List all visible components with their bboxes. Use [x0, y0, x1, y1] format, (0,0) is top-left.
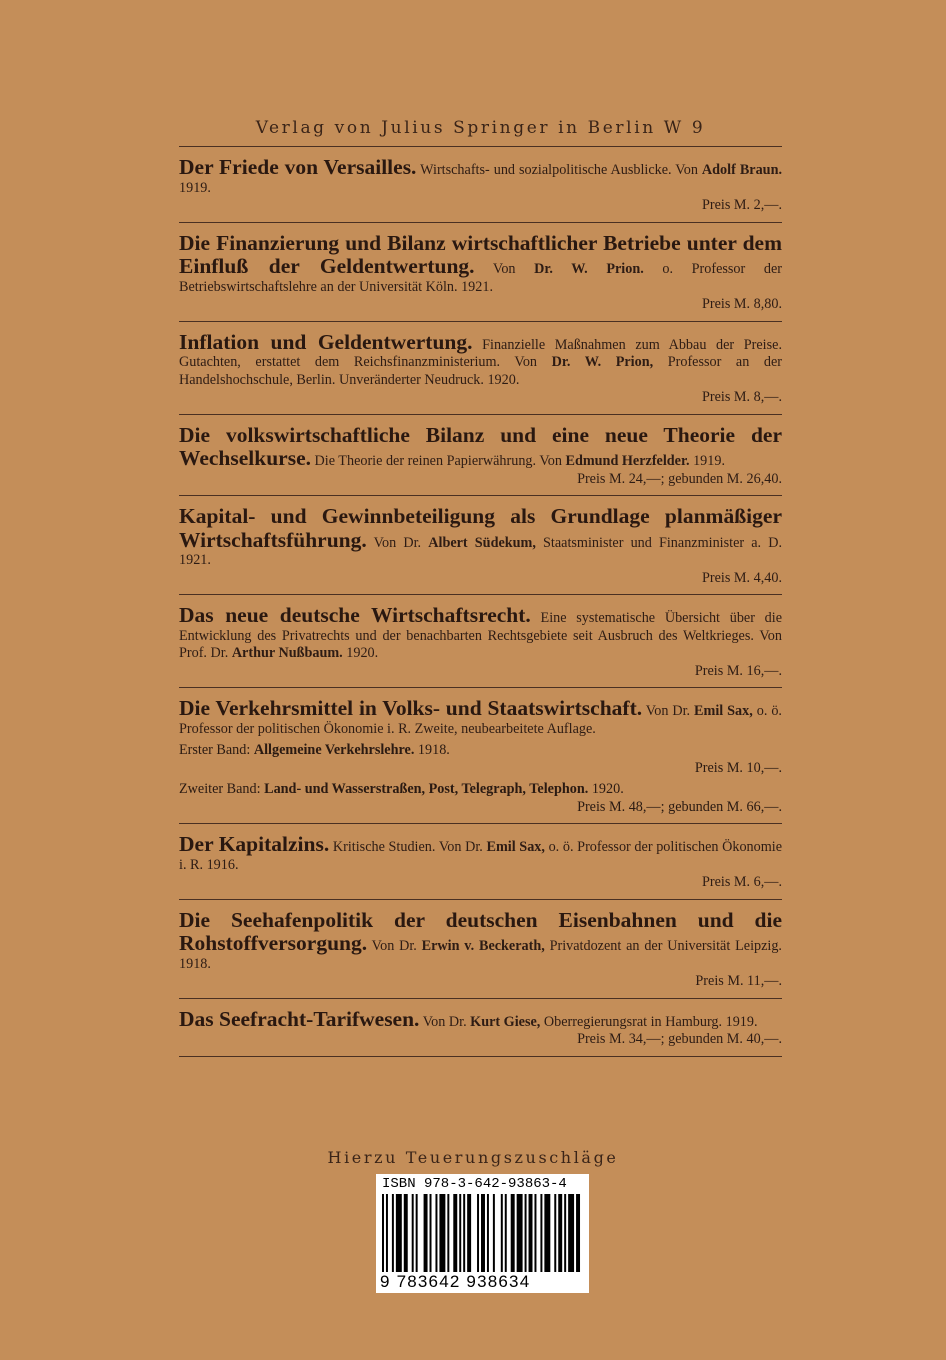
book-description: Kritische Studien. Von Dr.: [329, 839, 487, 855]
book-title: Die Seehafenpolitik der deutschen Eisenbahnen und die Rohstoffversorgung.: [179, 907, 782, 955]
book-description: Die Theorie der reinen Papierwährung. Von: [310, 453, 566, 469]
book-description: Eine systematische Übersicht über die Entwicklung des Privatrechts und der benachbarten Rechtsgebiete seit Ausbruch des Weltkrieges. Von Prof. Dr.: [179, 610, 783, 661]
volume-price: Preis M. 10,—.: [694, 759, 782, 776]
book-title: Kapital- und Gewinnbeteiligung als Grundlage planmäßiger Wirtschaftsführung.: [179, 504, 782, 552]
author-name: Arthur Nußbaum.: [231, 645, 343, 661]
author-details: 1919.: [689, 453, 725, 469]
volume-line: [179, 781, 782, 816]
book-description: Von Dr.: [419, 1013, 471, 1030]
book-title: Inflation und Geldentwertung.: [179, 329, 473, 354]
author-name: Dr. W. Prion.: [534, 261, 644, 277]
advert-entry: [179, 147, 782, 223]
price: Preis M. 24,—; gebunden M. 26,40.: [577, 470, 782, 487]
volume-line: [179, 742, 782, 777]
author-details: Staatsminister und Finanzminister a. D. 1921.: [179, 534, 782, 568]
book-title: Das Seefracht-Tarifwesen.: [179, 1006, 420, 1031]
book-title: Der Kapitalzins.: [179, 832, 330, 856]
advert-entry: [179, 415, 782, 497]
author-name: Erwin v. Beckerath,: [421, 938, 545, 954]
price: Preis M. 8,80.: [701, 296, 782, 312]
advert-entry: [179, 824, 782, 900]
advert-entry: [179, 496, 782, 595]
price: Preis M. 16,—.: [694, 662, 782, 679]
book-title: Das neue deutsche Wirtschaftsrecht.: [179, 603, 531, 627]
author-name: Albert Südekum,: [428, 534, 536, 551]
advert-entry: [179, 688, 782, 824]
book-title: Die volkswirtschaftliche Bilanz und eine neue Theorie der Wechselkurse.: [179, 422, 782, 470]
volume-label: Erster Band:: [179, 742, 254, 758]
advert-list: [179, 147, 782, 1057]
author-name: Dr. W. Prion,: [551, 354, 654, 370]
author-name: Edmund Herzfelder.: [565, 453, 690, 469]
ean-digits: 9 783642 938634: [380, 1272, 531, 1291]
book-title: Die Verkehrsmittel in Volks- und Staatswirtschaft.: [179, 696, 643, 720]
author-name: Emil Sax,: [694, 703, 753, 719]
price: Preis M. 2,—.: [701, 197, 782, 213]
barcode-bars: [382, 1194, 582, 1272]
book-description: Von Dr.: [642, 703, 695, 719]
author-name: Adolf Braun.: [701, 162, 783, 178]
volume-label: Zweiter Band:: [179, 781, 265, 797]
advert-entry: [179, 900, 782, 999]
price: Preis M. 34,—; gebunden M. 40,—.: [577, 1031, 782, 1047]
author-name: Emil Sax,: [486, 839, 545, 855]
price: Preis M. 11,—.: [695, 973, 782, 989]
author-details: 1919.: [179, 179, 211, 196]
book-description: Wirtschafts- und sozialpolitische Ausblicke. Von: [416, 162, 702, 178]
book-description: Finanzielle Maßnahmen zum Abbau der Preise. Gutachten, erstattet dem Reichsfinanzministerium. Von: [179, 336, 782, 370]
price: Preis M. 4,40.: [701, 569, 782, 586]
volume-title: Land- und Wasserstraßen, Post, Telegraph, Telephon.: [264, 781, 589, 797]
volume-title: Allgemeine Verkehrslehre.: [253, 742, 415, 758]
advert-entry: [179, 999, 782, 1057]
book-description: Von Dr.: [366, 534, 429, 551]
isbn-barcode: [376, 1174, 589, 1293]
author-details: 1920.: [342, 645, 379, 661]
book-description: Von Dr.: [367, 938, 422, 954]
advert-entry: [179, 322, 782, 415]
author-details: o. ö. Professor der politischen Ökonomie i. R. Zweite, neubearbeitete Auflage.: [179, 703, 782, 737]
advert-entry: [179, 223, 782, 322]
surcharge-note: Hierzu Teuerungszuschläge: [327, 1148, 619, 1167]
author-details: o. ö. Professor der politischen Ökonomie i. R. 1916.: [179, 839, 783, 873]
author-details: o. Professor der Betriebswirtschaftslehre an der Universität Köln. 1921.: [179, 261, 782, 295]
advert-entry: [179, 595, 782, 688]
volume-year: 1920.: [588, 781, 624, 797]
price: Preis M. 8,—.: [701, 389, 782, 405]
volume-year: 1918.: [414, 742, 450, 758]
book-title: Der Friede von Versailles.: [179, 155, 417, 179]
book-title: Die Finanzierung und Bilanz wirtschaftlicher Betriebe unter dem Einfluß der Geldentwertung.: [179, 230, 782, 278]
author-details: Professor an der Handelshochschule, Berlin. Unveränderter Neudruck. 1920.: [179, 354, 782, 388]
author-details: Privatdozent an der Universität Leipzig. 1918.: [179, 938, 782, 972]
volume-price: Preis M. 48,—; gebunden M. 66,—.: [577, 798, 782, 815]
price: Preis M. 6,—.: [701, 874, 782, 890]
book-description: Von: [474, 261, 535, 277]
author-details: Oberregierungsrat in Hamburg. 1919.: [540, 1013, 758, 1030]
isbn-label: ISBN 978-3-642-93863-4: [382, 1176, 567, 1192]
author-name: Kurt Giese,: [470, 1013, 541, 1030]
book-back-cover: [179, 118, 782, 1057]
publisher-heading: Verlag von Julius Springer in Berlin W 9: [179, 118, 782, 147]
